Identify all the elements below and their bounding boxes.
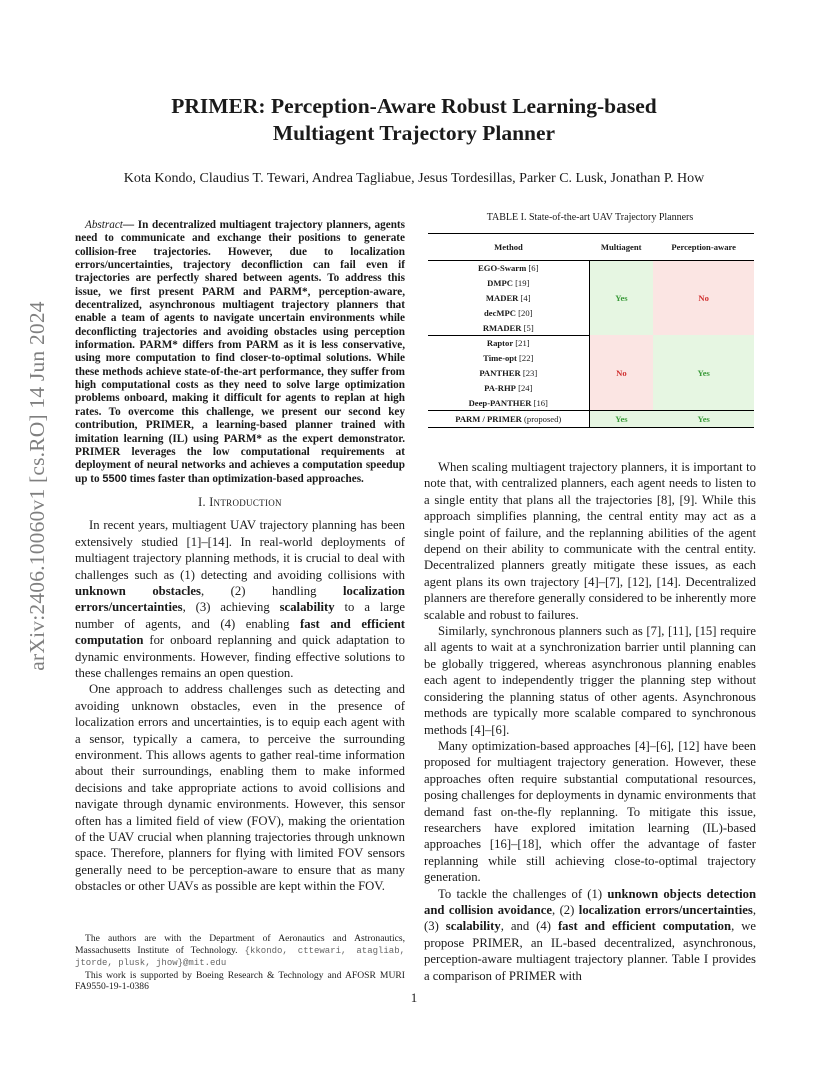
method-name: RMADER [482,322,522,333]
footnote-affiliation [75,933,405,970]
bold-run: localization errors/uncertainties [578,902,753,917]
bold-run: fast and efficient computation [557,919,732,934]
yes-label: Yes [697,367,710,378]
no-label: No [616,367,627,378]
text-run: to a large number of agents, and (4) enabling [75,600,405,631]
text-run: , and (4) [500,919,551,934]
abstract-tail: times faster than optimization-based approaches. [129,472,364,485]
method-name: PA-RHP [484,382,516,393]
method-name: EGO-Swarm [478,263,527,274]
table-header-multiagent: Multiagent [589,234,653,261]
multiagent-cell [589,261,653,336]
author-list: Kota Kondo, Claudius T. Tewari, Andrea Tagliabue, Jesus Tordesillas, Parker C. Lusk, Jonathan P. How [123,171,705,186]
bold-run: unknown obstacles [75,583,201,598]
footnote-emails[interactable]: {kkondo, cttewari, atagliab, jtorde, plusk, jhow}@mit.edu [75,945,406,969]
bold-run: scalability [279,600,335,615]
right-paragraph-2: Similarly, synchronous planners such as [7], [11], [15] require all agents to wait at a synchronization barrier until planning can be globally triggered, whereas asynchronous planning enables each agent to independently trigger the planning step without considering the planning status of other agents. Asynchronous methods are typically more scalable compared to synchronous methods [4]–[6]. [424,624,756,737]
intro-paragraph-2: One approach to address challenges such as detecting and avoiding unknown obstacles, even in the presence of localization errors and uncertainties, is to equip each agent with a sensor, typically a camera, to perceive the surrounding environment. This allows agents to gather real-time information about their surroundings, enabling them to make informed decisions and take appropriate actions to avoid collisions and navigate through dynamic environments. However, this sensor often has a limited field of view (FOV), making the orientation of the UAV crucial when planning trajectories through unknown space. Therefore, planners for flying with limited FOV sensors generally need to be perception-aware to ensure that as many obstacles or other UAVs as possible are kept within the FOV. [75,682,405,894]
table-row [428,335,754,350]
method-name: PANTHER [479,367,521,378]
yes-label: Yes [697,413,710,424]
abstract: Abstract— In decentralized multiagent trajectory planners, agents need to communicate and exchange their positions to generate collision-free trajectories. However, due to localization errors/uncertainties, trajectory deconfliction can fail even if trajectories are perfectly shared between agents. To address this issue, we first present PARM and PARM*, perception-aware, decentralized, asynchronous multiagent trajectory planners that enable a team of agents to navigate uncertain environments while deconflicting trajectories and avoiding obstacles using perception information. PARM* differs from PARM as it is less conservative, using more computation to find closer-to-optimal solutions. While these methods achieve state-of-the-art performance, they suffer from high computational costs as they need to solve large optimization problems onboard, making it difficult for agents to replan at high rates. To overcome this challenge, we present our second key contribution, PRIMER, a learning-based planner trained with imitation learning (IL) using PARM* as the expert demonstrator. PRIMER leverages the low computational requirements at deployment of neural networks and achieves a computation speedup up to 5500 times faster than optimization-based approaches. [75,219,405,485]
method-cell [428,276,589,291]
method-name: Raptor [486,338,514,349]
text-run: , (3) achieving [182,600,270,615]
text-run: , we propose PRIMER, an IL-based decentralized, asynchronous, perception-aware multiagent trajectory planner. Table I provides a comparison of PRIMER with [424,919,757,983]
perception-cell [653,410,754,427]
no-label: No [698,293,709,304]
table-caption: TABLE I. State-of-the-art UAV Trajectory Planners [486,212,694,223]
method-cell [428,395,589,410]
right-paragraph-1: When scaling multiagent trajectory planners, it is important to note that, with centralized planners, each agent needs to listen to a single entity that plans all the trajectories [8], [9]. While this approach simplifies planning, the central entity may act as a single point of failure, and the replanning abilities of the agent depend on their ability to communicate with the central entity. Decentralized planners greatly mitigate these issues, as each agent plans its own trajectory [4]–[7], [12], [14]. Decentralized planners are therefore generally considered to be inherently more scalable and robust to failures. [424,460,756,622]
table-header-method: Method [428,234,589,261]
left-column [75,219,405,895]
bold-run: fast and efficient computation [75,616,405,648]
method-ref: [5] [523,322,534,333]
method-cell [428,291,589,306]
perception-cell [653,261,754,336]
method-ref: [21] [515,338,530,349]
method-name: MADER [485,292,519,303]
method-cell [428,410,589,427]
bold-run: unknown objects detection and collision avoidance [424,886,757,917]
right-paragraph-3: Many optimization-based approaches [4]–[6], [12] have been proposed for multiagent trajectory generation. However, these approaches often require substantial computational resources, posing challenges for deployments in dynamic environments that demand fast on-the-fly replanning. To mitigate this issue, researchers have explored imitation learning (IL)-based approaches [16]–[18], which offer the advantage of faster replanning while still achieving close-to-optimal trajectory generation. [424,738,756,885]
table-header-perception: Perception-aware [653,234,754,261]
speedup-number: 5500 [102,472,127,485]
method-cell [428,351,589,366]
method-ref: [22] [519,353,534,364]
method-cell [428,320,589,335]
text-run: for onboard replanning and quick adaptation to dynamic environments. However, finding effective solutions to these challenges remains an open question. [75,633,405,680]
method-name: PARM / PRIMER [455,413,522,424]
method-name: Deep-PANTHER [468,397,532,408]
method-ref: [23] [522,367,538,378]
method-ref: [4] [520,292,531,303]
table-row-proposed [428,410,754,427]
yes-label: Yes [615,413,628,424]
abstract-label: Abstract [85,219,123,231]
right-paragraph-4 [424,886,756,984]
method-name: decMPC [484,307,516,318]
method-cell [428,366,589,381]
method-ref: [19] [515,278,530,289]
method-cell [428,261,589,276]
perception-cell [653,335,754,410]
method-cell [428,380,589,395]
method-ref: [24] [518,382,533,393]
abstract-text: In decentralized multiagent trajectory planners, agents need to communicate and exchange their positions to generate collision-free trajectories. However, due to localization errors/uncertainties, trajectory deconfliction can fail even if trajectories are perfectly shared between agents. To address this issue, we first present PARM and PARM*, perception-aware, decentralized, asynchronous multiagent trajectory planners that enable a team of agents to navigate uncertain environments while deconflicting trajectories and avoiding obstacles using perception information. PARM* differs from PARM as it is less conservative, using more computation to find closer-to-optimal solutions. While these methods achieve state-of-the-art performance, they suffer from high computational costs as they need to solve large optimization problems onboard, making it difficult for agents to replan at high rates. To overcome this challenge, we present our second key contribution, PRIMER, a learning-based planner trained with imitation learning (IL) using PARM* as the expert demonstrator. PRIMER leverages the low computational requirements at deployment of neural networks and achieves a computation speedup up to [75,219,405,485]
title-line-2: Multiagent Trajectory Planner [272,121,556,145]
arxiv-stamp: arXiv:2406.10060v1 [cs.RO] 14 Jun 2024 [25,301,49,671]
bold-run: localization errors/uncertainties [75,583,405,615]
method-ref: [16] [533,397,548,408]
multiagent-cell [589,410,653,427]
footnote-text: The authors are with the Department of Aeronautics and Astronautics, Massachusetts Institute of Technology. [75,933,405,956]
footnote-funding: This work is supported by Boeing Research & Technology and AFOSR MURI FA9550-19-1-0386 [75,969,405,993]
bold-run: scalability [445,919,501,934]
title-line-1: PRIMER: Perception-Aware Robust Learning-based [171,94,657,118]
multiagent-cell [589,335,653,410]
section-heading [75,494,405,510]
footnote [75,933,405,993]
section-name: Introduction [209,494,282,509]
yes-label: Yes [615,293,628,304]
method-name: DMPC [487,278,513,289]
text-run: To tackle the challenges of (1) [438,886,603,901]
method-suffix: (proposed) [524,413,562,424]
section-numeral: I. [198,494,206,509]
table-row [428,261,754,276]
method-cell [428,305,589,320]
text-run: , (2) [551,902,575,917]
text-run: In recent years, multiagent UAV trajectory planning has been extensively studied [1]–[14]. In real-world deployments of multiagent trajectory planning methods, it is crucial to deal with challenges such as (1) detecting and avoiding collisions with [75,518,405,582]
method-cell [428,335,589,350]
intro-paragraph-1 [75,517,405,681]
method-ref: [20] [518,307,533,318]
method-name: Time-opt [483,353,517,364]
text-run: , (2) handling [200,583,317,598]
paper-title [100,93,728,147]
text-run: , (3) [424,902,756,934]
comparison-table [428,233,754,428]
method-ref: [6] [528,263,539,274]
page-number: 1 [410,990,418,1005]
right-column [424,459,756,984]
